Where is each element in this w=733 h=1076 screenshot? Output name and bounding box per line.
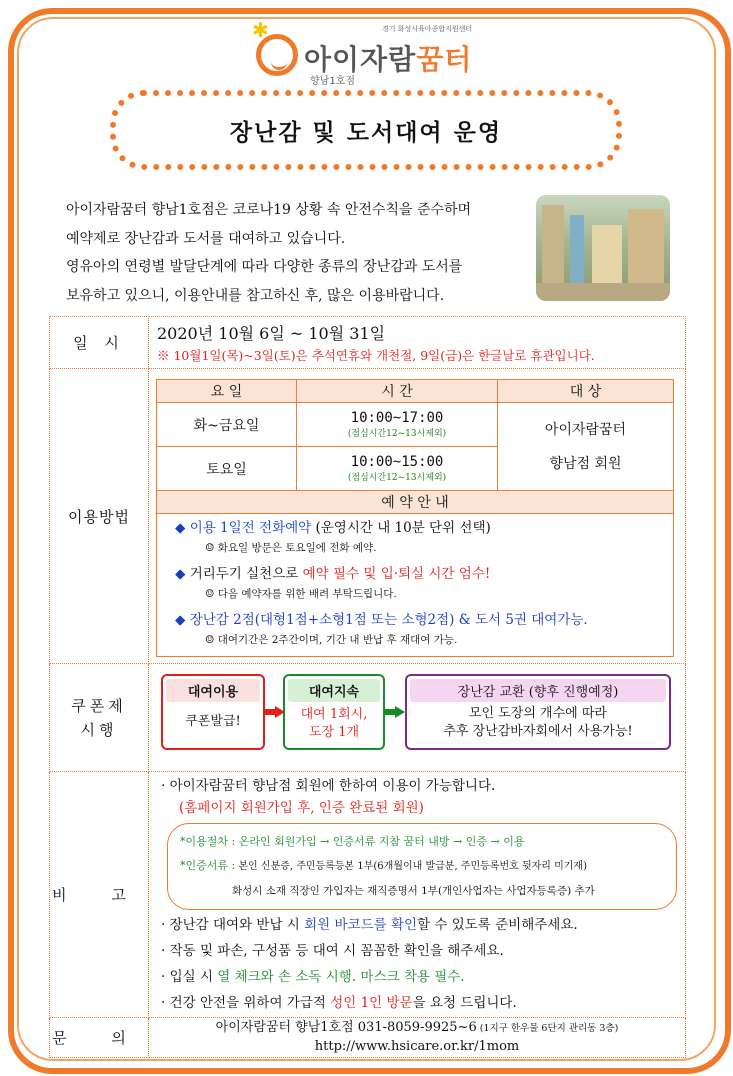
diamond-bullet-icon: ◆ <box>175 566 186 582</box>
reservation-header: 예 약 안 내 <box>157 491 674 514</box>
contact-label: 문 의 <box>50 1018 149 1058</box>
coupon-step-head: 대여지속 <box>288 679 380 702</box>
reservation-sub: ☺ 다음 예약자를 위한 배려 부탁드립니다. <box>205 588 397 600</box>
note-item-sub: (홈페이지 회원가입 후, 인증 완료된 회원) <box>179 800 424 816</box>
star-icon: ✱ <box>252 18 269 42</box>
row-lunch: (점심시간12~13시제외) <box>347 473 447 483</box>
reservation-main-rest: (운영시간 내 10분 단위 선택) <box>311 520 491 536</box>
coupon-label <box>50 664 149 772</box>
coupon-step-body-2: 도장 1개 <box>308 725 360 740</box>
contact-address: (1지구 한우물 6단지 관리동 3층) <box>476 1023 619 1034</box>
info-table <box>49 316 686 1058</box>
contact-url[interactable]: http://www.hsicare.or.kr/1mom <box>314 1039 520 1054</box>
header-day: 요 일 <box>157 380 297 403</box>
coupon-flow <box>149 664 686 772</box>
schedule-notice: ※ 10월1일(목)~3일(토)은 추석연휴와 개천절, 9일(금)은 한글날로 휴관입니다. <box>157 348 595 363</box>
row-time: 10:00~17:00 <box>350 410 444 426</box>
arrow-right-icon <box>383 706 405 718</box>
coupon-label-2: 시행 <box>80 720 118 739</box>
coupon-step-body <box>285 706 383 742</box>
intro-line: 영유아의 연령별 발달단계에 따라 다양한 종류의 장난감과 도서를 <box>66 259 463 275</box>
coupon-step-body: 쿠폰발급! <box>185 714 241 729</box>
note-highlight: 회원 바코드를 확인 <box>304 917 418 933</box>
coupon-step-body <box>407 705 669 741</box>
note-item: · 아이자람꿈터 향남점 회원에 한하여 이용이 가능합니다. <box>161 778 496 794</box>
note-text: · 장난감 대여와 반납 시 <box>161 917 305 933</box>
usage-label: 이용방법 <box>50 369 149 664</box>
header-target: 대 상 <box>498 380 674 403</box>
logo-name-main: 아이자람 <box>304 43 417 76</box>
logo-org: 경기 화성시육아종합지원센터 <box>382 25 473 33</box>
row-lunch: (점심시간12~13시제외) <box>347 429 447 439</box>
row-day: 토요일 <box>157 447 297 491</box>
note-text: 을 요청 드립니다. <box>412 995 517 1011</box>
coupon-step-body-1: 모인 도장의 개수에 따라 <box>469 706 607 721</box>
notes-content <box>149 772 686 1018</box>
usage-table <box>156 379 674 657</box>
intro-line: 아이자람꿈터 향남1호점은 코로나19 상황 속 안전수칙을 준수하며 <box>66 202 472 218</box>
contact-phone: 아이자람꿈터 향남1호점 031-8059-9925~6 <box>215 1020 477 1035</box>
membership-docs-2: 화성시 소재 직장인 가입자는 재직증명서 1부(개인사업자는 사업자등록증) 추가 <box>232 885 595 897</box>
membership-docs <box>180 854 664 879</box>
membership-docs-label: *인증서류 : <box>180 859 236 872</box>
membership-process: *이용절차 : 온라인 회원가입 → 인증서류 지참 꿈터 내방 → 인증 → 이용 <box>180 835 525 848</box>
target-line2: 향남점 회원 <box>549 455 622 472</box>
contact-line <box>150 1019 684 1038</box>
smile-face-icon <box>256 34 298 76</box>
coupon-label-1: 쿠폰제 <box>71 696 127 715</box>
reservation-main: 장난감 2점(대형1점+소형1점 또는 소형2점) & 도서 5권 대여가능. <box>189 612 588 628</box>
diamond-bullet-icon: ◆ <box>175 612 186 628</box>
arrow-right-icon <box>263 706 285 718</box>
membership-box <box>167 823 677 910</box>
logo <box>252 18 492 88</box>
notes-label: 비 고 <box>50 772 149 1018</box>
reservation-item <box>175 518 667 538</box>
reservation-item <box>175 564 667 584</box>
title-box <box>110 90 622 170</box>
header-time: 시 간 <box>297 380 498 403</box>
row-day: 화~금요일 <box>157 403 297 447</box>
logo-name-accent: 꿈터 <box>416 43 473 76</box>
coupon-step-body-2: 추후 장난감바자회에서 사용가능! <box>443 724 633 739</box>
reservation-main: 거리두기 실천으로 <box>189 566 303 582</box>
schedule-dates: 2020년 10월 6일 ~ 10월 31일 <box>157 324 386 343</box>
logo-branch: 향남1호점 <box>310 76 356 87</box>
intro-line: 보유하고 있으니, 이용안내를 참고하신 후, 많은 이용바랍니다. <box>66 287 445 304</box>
note-text: · 건강 안전을 위하여 가급적 <box>161 995 331 1011</box>
reservation-main: 이용 1일전 전화예약 <box>189 520 312 536</box>
reservation-main-rest: 예약 필수 및 입·퇴실 시간 엄수! <box>302 566 491 582</box>
note-highlight: 열 체크와 손 소독 시행. 마스크 착용 필수. <box>217 969 465 985</box>
reservation-item <box>175 610 667 630</box>
intro-line: 예약제로 장난감과 도서를 대여하고 있습니다. <box>66 230 346 247</box>
row-time: 10:00~15:00 <box>350 454 444 470</box>
reservation-sub: ☺ 대여기간은 2주간이며, 기간 내 반납 후 재대여 가능. <box>205 634 458 646</box>
coupon-step-exchange <box>405 674 671 750</box>
note-item: · 작동 및 파손, 구성품 등 대여 시 꼼꼼한 확인을 해주세요. <box>161 943 504 959</box>
coupon-step-head: 대여이용 <box>166 679 260 702</box>
note-item <box>161 992 685 1014</box>
membership-docs-text: 본인 신분증, 주민등록등본 1부(6개월이내 발급분, 주민등록번호 뒷자리 미기재) <box>235 861 587 872</box>
coupon-step-body-1: 대여 1회시, <box>300 707 368 722</box>
note-item <box>161 914 685 936</box>
note-highlight: 성인 1인 방문 <box>330 995 413 1011</box>
contact-info <box>149 1018 686 1058</box>
coupon-step-continue <box>283 674 385 750</box>
intro-text <box>66 196 526 310</box>
diamond-bullet-icon: ◆ <box>175 520 186 536</box>
coupon-step-rent <box>161 674 265 750</box>
coupon-step-head: 장난감 교환 (향후 진행예정) <box>410 679 666 702</box>
reservation-sub: ☺ 화요일 방문은 토요일에 전화 예약. <box>205 542 377 554</box>
reservation-list <box>157 514 674 657</box>
library-photo <box>536 195 670 301</box>
schedule-label: 일 시 <box>50 317 149 369</box>
note-item <box>161 966 685 988</box>
page-title: 장난감 및 도서대여 운영 <box>229 118 503 146</box>
target-line1: 아이자람꿈터 <box>544 421 627 438</box>
note-text: · 입실 시 <box>161 969 218 985</box>
note-text: 할 수 있도록 준비해주세요. <box>417 917 578 933</box>
